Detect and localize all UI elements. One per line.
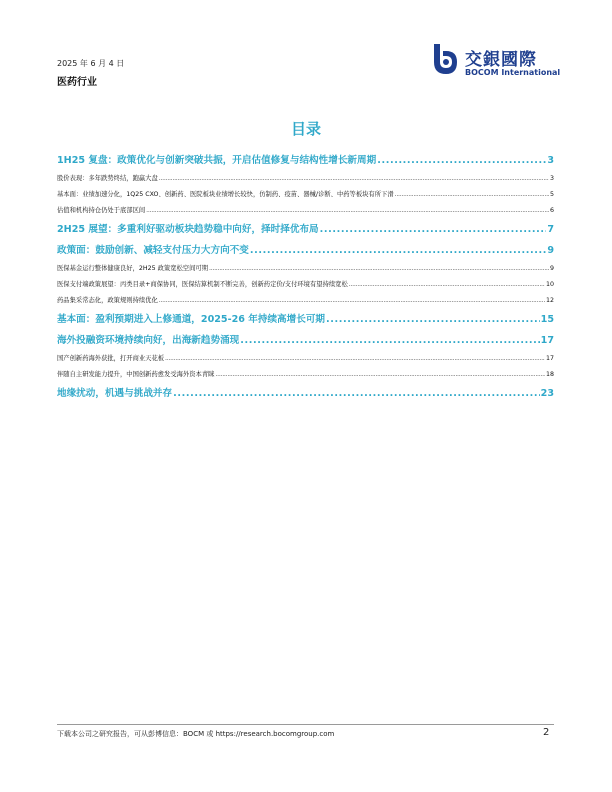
toc-dot-leader [209,261,549,277]
toc-dot-leader [250,240,546,261]
toc-page-number: 12 [545,297,554,304]
company-logo [428,42,561,82]
toc-dot-leader [377,150,546,171]
toc-entry-text: 国产创新药海外获批，打开商业天花板 [57,355,165,362]
toc-dot-leader [159,171,549,187]
toc-entry-text: 伴随自主研发能力提升，中国创新药愈发受海外资本青睐 [57,371,215,378]
toc-page-number: 10 [545,281,554,288]
toc-entry-text: 海外投融资环境持续向好，出海新趋势涌现 [57,335,240,346]
toc-dot-leader [349,277,545,293]
toc-subsection-link[interactable] [57,367,554,383]
logo-name-cn: 交銀國際 [465,50,537,70]
toc-entry-text: 基本面：盈利预期进入上修通道，2025-26 年持续高增长可期 [57,314,326,325]
toc-section-link[interactable] [57,240,554,261]
toc-page-number: 17 [540,335,554,346]
toc-title: 目录 [290,120,321,138]
report-sector: 医药行业 [57,77,97,88]
toc-subsection-link[interactable] [57,203,554,219]
toc-page-number: 6 [549,207,554,214]
toc-page-number: 7 [547,224,554,235]
toc-page-number: 3 [547,155,554,166]
logo-name-en: BOCOM International [465,68,561,77]
toc-page-number: 9 [549,265,554,272]
toc-entry-text: 股价表现：多年跌势终结，跑赢大盘 [57,175,158,182]
toc-section-link[interactable] [57,309,554,330]
toc-entry-text: 医保基金运行整体健康良好，2H25 政策宽松空间可期 [57,265,208,272]
toc-entry-text: 1H25 复盘：政策优化与创新突破共振，开启估值修复与结构性增长新周期 [57,155,377,166]
toc-section-link[interactable] [57,330,554,351]
toc-dot-leader [326,309,540,330]
toc-dot-leader [240,330,539,351]
toc-entry-text: 地缘扰动，机遇与挑战并存 [57,388,173,399]
toc-entry-text: 估值和机构持仓仍处于底部区间 [57,207,146,214]
page-number: 2 [543,727,550,738]
toc-entry-text: 政策面：鼓励创新、减轻支付压力大方向不变 [57,245,249,256]
toc-dot-leader [215,367,545,383]
toc-page-number: 5 [549,191,554,198]
toc-page-number: 3 [549,175,554,182]
toc-page-number: 17 [545,355,554,362]
report-date: 2025 年 6 月 4 日 [57,59,125,68]
toc-section-link[interactable] [57,219,554,240]
toc-dot-leader [320,219,547,240]
toc-subsection-link[interactable] [57,187,554,203]
toc-entry-text: 2H25 展望：多重利好驱动板块趋势稳中向好，择时择优布局 [57,224,319,235]
toc-page-number: 9 [547,245,554,256]
toc-subsection-link[interactable] [57,293,554,309]
toc-subsection-link[interactable] [57,261,554,277]
bocom-logo-icon [428,42,460,80]
toc-dot-leader [165,351,545,367]
toc-page-number: 23 [540,388,554,399]
toc-section-link[interactable] [57,383,554,404]
toc-dot-leader [395,187,549,203]
toc-entry-text: 药品集采常态化，政策规则持续优化 [57,297,158,304]
toc-subsection-link[interactable] [57,351,554,367]
toc-entry-text: 基本面：业绩加速分化，1Q25 CXO、创新药、医院板块业绩增长较快，仿制药、疫苗、器械/诊断、中药等板块有所下滑 [57,191,394,198]
footer-divider [57,724,554,725]
toc-page-number: 18 [545,371,554,378]
toc-subsection-link[interactable] [57,277,554,293]
toc-dot-leader [173,383,540,404]
toc-entry-text: 医保支付端政策展望：丙类目录+商保协同，医保结算机制不断完善，创新药定价/支付环境有望持续宽松 [57,281,348,288]
toc-subsection-link[interactable] [57,171,554,187]
toc-page-number: 15 [540,314,554,325]
toc-dot-leader [159,293,545,309]
toc-dot-leader [146,203,549,219]
footer-text: 下载本公司之研究报告，可从彭博信息：BOCM 或 https://research.bocomgroup.com [57,730,335,738]
table-of-contents [57,150,554,404]
toc-section-link[interactable] [57,150,554,171]
